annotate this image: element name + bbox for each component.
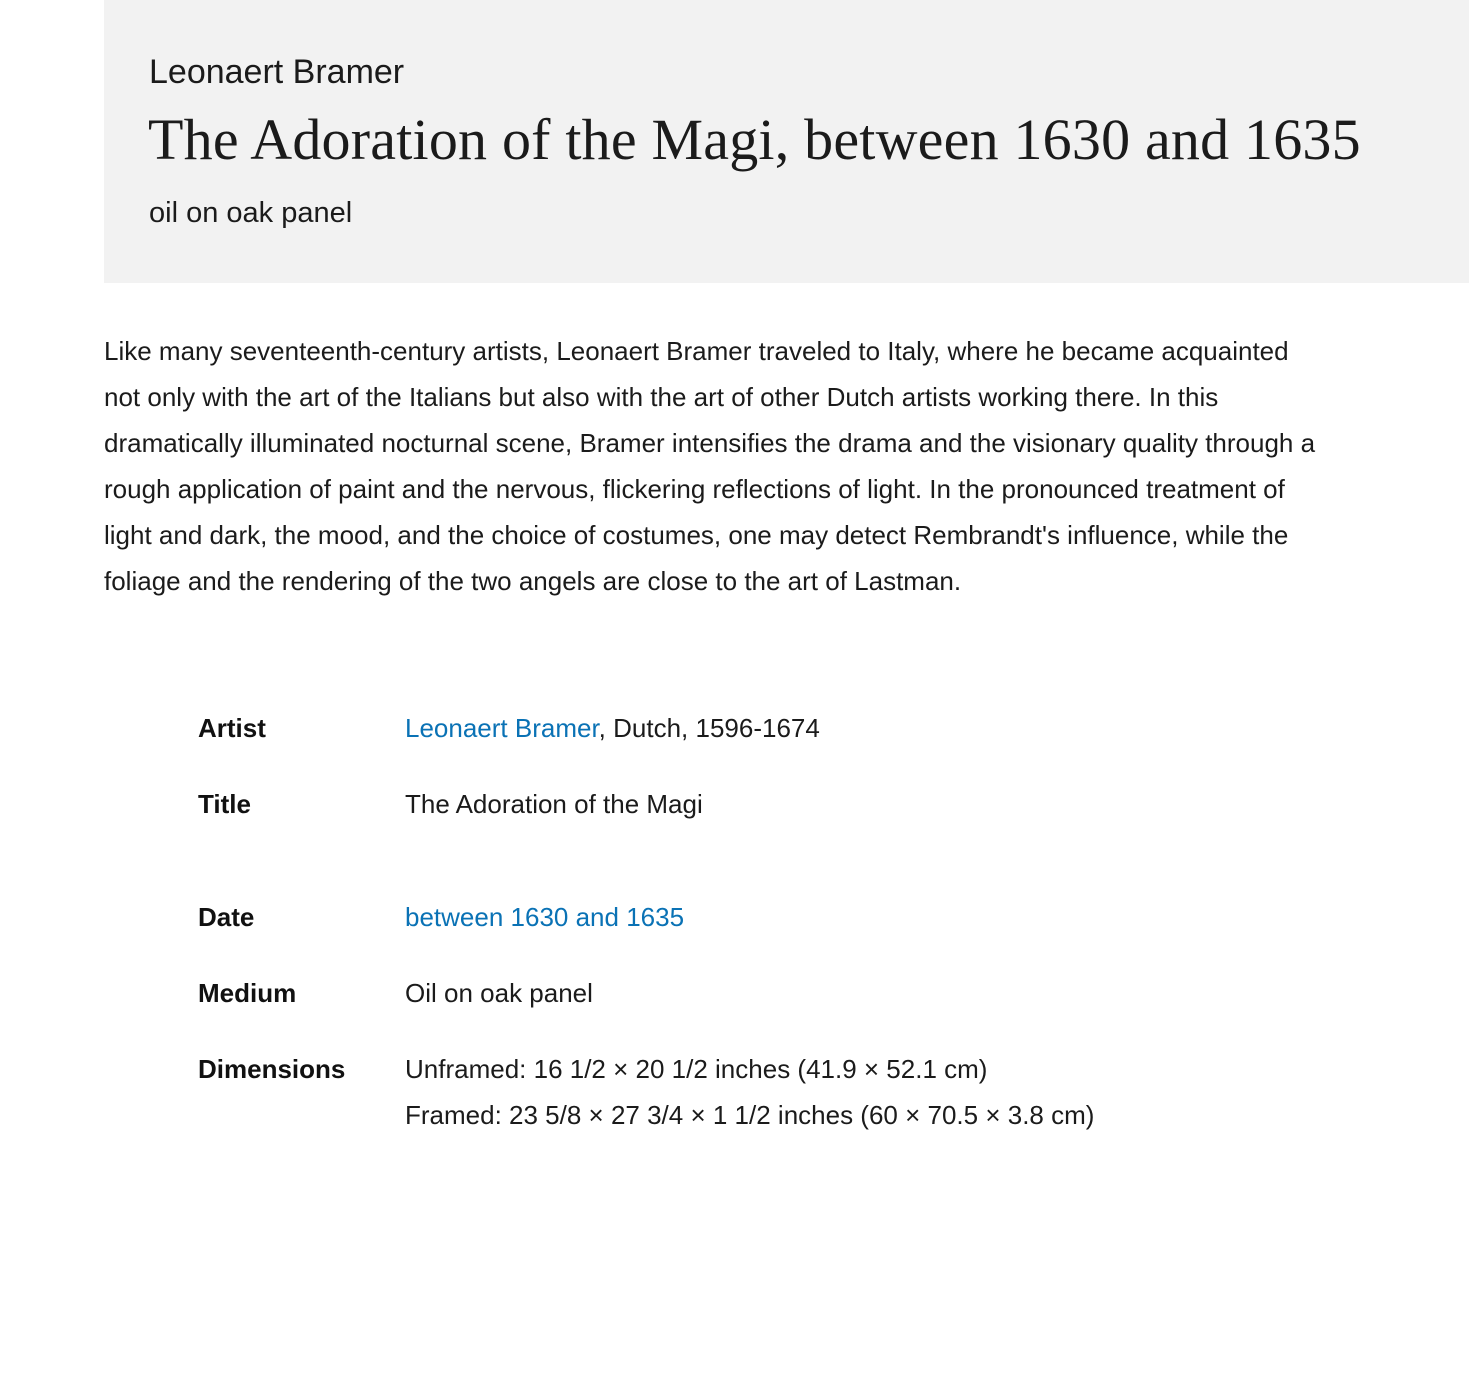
detail-label-medium: Medium [198, 978, 297, 1008]
page-title: The Adoration of the Magi, between 1630 and 1635 [148, 107, 1361, 172]
detail-label-dimensions: Dimensions [198, 1054, 346, 1084]
artist-nationality-dates: , Dutch, 1596-1674 [598, 713, 820, 743]
detail-label-date: Date [198, 902, 255, 932]
detail-value-date [405, 894, 684, 940]
artwork-description: Like many seventeenth-century artists, Leonaert Bramer traveled to Italy, where he became acquainted not only with the art of the Italians but also with the art of other Dutch artists working there. In this dramatically illuminated nocturnal scene, Bramer intensifies the drama and the visionary quality through a rough application of paint and the nervous, flickering reflections of light. In the pronounced treatment of light and dark, the mood, and the choice of costumes, one may detect Rembrandt's influence, while the foliage and the rendering of the two angels are close to the art of Lastman. [104, 336, 1316, 596]
artist-link[interactable]: Leonaert Bramer [405, 713, 599, 743]
detail-value-title: The Adoration of the Magi [405, 789, 703, 819]
artwork-header [104, 0, 1469, 283]
header-artist-name: Leonaert Bramer [149, 53, 405, 91]
detail-value-dimensions [405, 1046, 1094, 1138]
detail-label-title: Title [198, 789, 251, 819]
dimensions-framed: Framed: 23 5/8 × 27 3/4 × 1 1/2 inches (60 × 70.5 × 3.8 cm) [405, 1100, 1095, 1130]
detail-value-medium: Oil on oak panel [405, 978, 593, 1008]
header-medium: oil on oak panel [149, 197, 353, 229]
dimensions-unframed: Unframed: 16 1/2 × 20 1/2 inches (41.9 × 52.1 cm) [405, 1054, 988, 1084]
detail-value-artist [405, 705, 820, 751]
detail-label-artist: Artist [198, 713, 266, 743]
date-link[interactable]: between 1630 and 1635 [405, 902, 685, 932]
